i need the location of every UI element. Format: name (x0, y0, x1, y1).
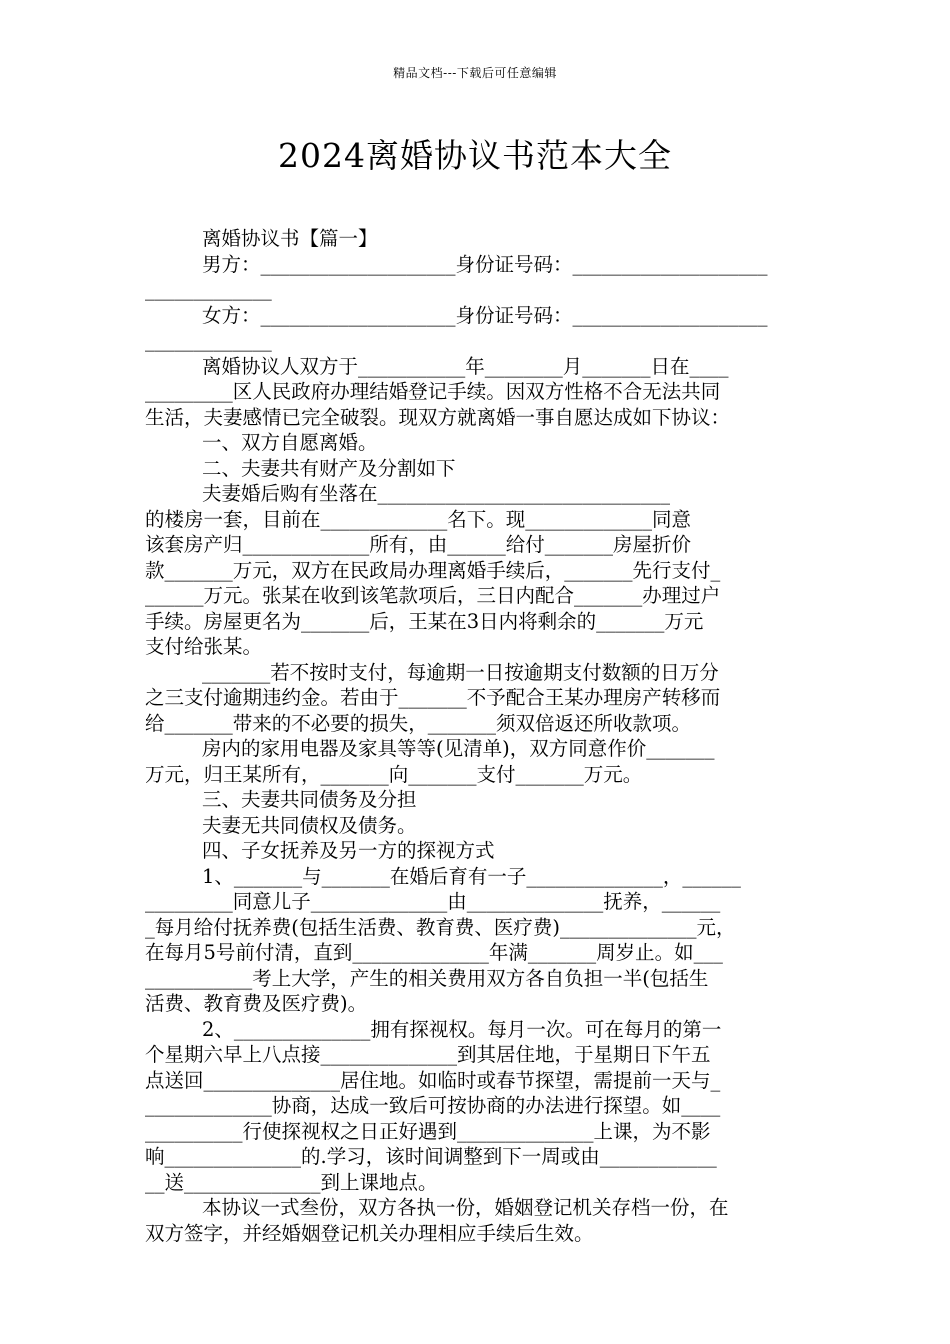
text-line: _____________ (145, 278, 272, 301)
text-line: 万元，归王某所有，_______向_______支付_______万元。 (145, 762, 643, 786)
text-line: _____________协商，达成一致后可按协商的办法进行探望。如____ (145, 1094, 721, 1117)
text-line: ______万元。张某在收到该笔款项后，三日内配合_______办理过户 (145, 584, 721, 607)
text-line: _每月给付抚养费(包括生活费、教育费、医疗费)______________元， (145, 915, 736, 939)
paragraph-line: _______若不按时支付，每逾期一日按逾期支付数额的日万分 (202, 660, 719, 684)
paragraph-line: 2、______________拥有探视权。每月一次。可在每月的第一 (202, 1017, 722, 1041)
text-line: 生活，夫妻感情已完全破裂。现双方就离婚一事自愿达成如下协议： (145, 405, 731, 429)
text-line: 之三支付逾期违约金。若由于_______不予配合王某办理房产转移而 (145, 686, 721, 709)
male-party-line: 男方：____________________身份证号码：____________________ (202, 252, 768, 276)
text-line: __送______________到上课地点。 (145, 1170, 438, 1194)
paragraph-line: 夫妻婚后购有坐落在______________________________ (202, 482, 671, 505)
text-line: 响______________的.学习，该时间调整到下一周或由____________ (145, 1145, 717, 1168)
section-heading: 离婚协议书【篇一】 (202, 227, 378, 250)
text-line: 在每月5号前付清，直到______________年满_______周岁止。如___ (145, 941, 723, 964)
paragraph-line: 夫妻无共同债权及债务。 (202, 813, 417, 837)
text-line: _________区人民政府办理结婚登记手续。因双方性格不合无法共同 (145, 380, 721, 403)
text-line: 个星期六早上八点接______________到其居住地，于星期日下午五 (145, 1043, 711, 1066)
text-line: 点送回______________居住地。如临时或春节探望，需提前一天与_ (145, 1068, 721, 1092)
text-line: 该套房产归_____________所有，由______给付_______房屋折价 (145, 533, 692, 556)
text-line: 的楼房一套，目前在_____________名下。现_____________同意 (145, 507, 692, 531)
text-line: _________同意儿子______________由______________抚养，______ (145, 890, 721, 913)
page-header: 精品文档---下载后可任意编辑 (393, 66, 557, 80)
text-line: 给_______带来的不必要的损失，_______须双倍返还所收款项。 (145, 711, 692, 735)
text-line: 双方签字，并经婚姻登记机关办理相应手续后生效。 (145, 1221, 594, 1245)
text-line: 支付给张某。 (145, 635, 263, 658)
text-line: 手续。房屋更名为_______后，王某在3日内将剩余的_______万元 (145, 609, 704, 633)
paragraph-line: 离婚协议人双方于___________年________月_______日在____ (202, 354, 729, 378)
text-line: _____________ (145, 329, 272, 352)
female-party-line: 女方：____________________身份证号码：____________________ (202, 303, 768, 327)
text-line: __________行使探视权之日正好遇到______________上课，为不影 (145, 1119, 711, 1143)
text-line: 款_______万元，双方在民政局办理离婚手续后，_______先行支付_ (145, 558, 721, 582)
document-body (145, 226, 810, 1246)
text-line: ___________考上大学，产生的相关费用双方各自负担一半(包括生 (145, 966, 709, 990)
document-title: 2024离婚协议书范本大全 (278, 136, 672, 175)
clause-heading: 三、夫妻共同债务及分担 (202, 788, 417, 811)
text-line: 活费、教育费及医疗费)。 (145, 992, 368, 1015)
clause-heading: 二、夫妻共有财产及分割如下 (202, 456, 456, 480)
paragraph-line: 1、_______与_______在婚后育有一子______________，______ (202, 864, 741, 888)
paragraph-line: 本协议一式叁份，双方各执一份，婚姻登记机关存档一份，在 (202, 1196, 729, 1219)
paragraph-line: 房内的家用电器及家具等等(见清单)，双方同意作价_______ (202, 737, 715, 760)
clause-heading: 一、双方自愿离婚。 (202, 431, 378, 454)
clause-heading: 四、子女抚养及另一方的探视方式 (202, 839, 495, 862)
